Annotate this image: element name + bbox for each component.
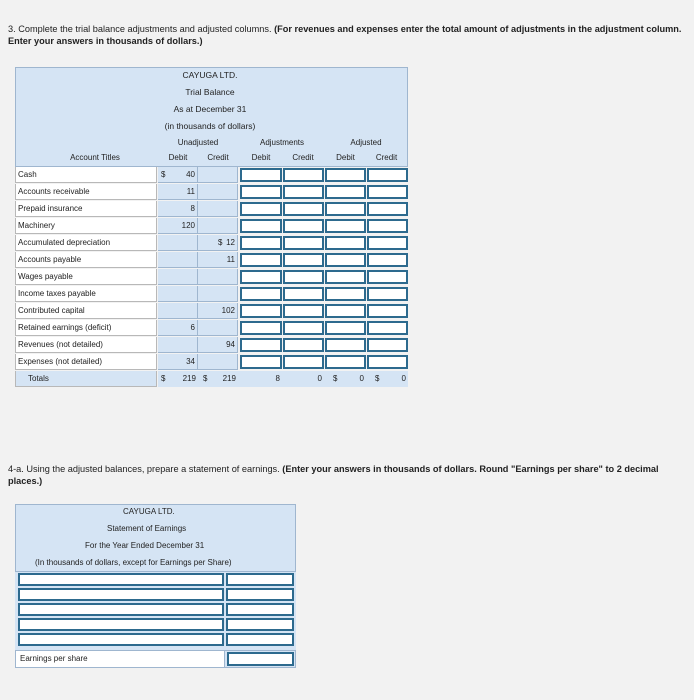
adjusted-credit-input[interactable]: [367, 321, 408, 335]
table-row: [15, 269, 408, 286]
unadjusted-credit: [198, 303, 238, 319]
unadjusted-credit: [198, 320, 238, 336]
earnings-row: [15, 572, 296, 587]
table-row: [15, 286, 408, 303]
adjustment-credit-input[interactable]: [283, 287, 324, 301]
earnings-per-share-row: [15, 650, 296, 668]
question-4a-intro: 4-a. Using the adjusted balances, prepare a statement of earnings.: [8, 464, 280, 474]
line-item-input[interactable]: [18, 588, 224, 601]
adjusted-credit-input[interactable]: [367, 253, 408, 267]
total-adjusted-credit: [367, 371, 408, 387]
earnings-row: [15, 617, 296, 632]
adjusted-debit-input[interactable]: [325, 321, 366, 335]
adjustment-credit-input[interactable]: [283, 355, 324, 369]
adjusted-debit-input[interactable]: [325, 219, 366, 233]
adjusted-credit-input[interactable]: [367, 355, 408, 369]
account-title: Retained earnings (deficit): [15, 320, 157, 336]
adjustment-credit-input[interactable]: [283, 202, 324, 216]
adjustment-credit-input[interactable]: [283, 270, 324, 284]
tb-adjustments-credit-header: Credit: [292, 153, 314, 162]
earnings-row: [15, 602, 296, 617]
unadjusted-credit: [198, 252, 238, 268]
account-title: Wages payable: [15, 269, 157, 285]
account-title: Machinery: [15, 218, 157, 234]
es-period: For the Year Ended December 31: [85, 541, 205, 550]
adjustment-credit-input[interactable]: [283, 253, 324, 267]
adjustment-credit-input[interactable]: [283, 321, 324, 335]
question-3-instructions: (For revenues and expenses enter the total amount of adjustments in the adjustment column. Enter your answers in thousands of dollars.): [8, 24, 682, 46]
adjusted-debit-input[interactable]: [325, 236, 366, 250]
adjustment-credit-input[interactable]: [283, 168, 324, 182]
earnings-row: [15, 632, 296, 650]
tb-adjusted-debit-header: Debit: [336, 153, 355, 162]
unadjusted-credit: [198, 201, 238, 217]
line-item-input[interactable]: [18, 603, 224, 616]
tb-adjusted-credit-header: Credit: [375, 153, 398, 162]
account-title: Accounts payable: [15, 252, 157, 268]
adjustment-credit-input[interactable]: [283, 219, 324, 233]
unadjusted-debit: [158, 286, 198, 302]
tb-unadjusted-debit-header: Debit: [168, 153, 188, 162]
amount-input[interactable]: [226, 603, 294, 616]
dollar-sign: $: [375, 374, 380, 383]
question-3-intro: 3. Complete the trial balance adjustments and adjusted columns.: [8, 24, 272, 34]
adjusted-credit-input[interactable]: [367, 338, 408, 352]
adjusted-debit-input[interactable]: [325, 355, 366, 369]
adjustment-debit-input[interactable]: [240, 355, 282, 369]
line-item-input[interactable]: [18, 618, 224, 631]
unadjusted-debit: [158, 269, 198, 285]
account-title: Revenues (not detailed): [15, 337, 157, 353]
amount: 6: [190, 323, 195, 332]
question-3-text: [8, 23, 684, 47]
adjusted-credit-input[interactable]: [367, 185, 408, 199]
trial-balance-header-band: [15, 67, 408, 167]
adjustment-credit-input[interactable]: [283, 338, 324, 352]
account-title: Cash: [15, 167, 157, 183]
adjusted-debit-input[interactable]: [325, 338, 366, 352]
amount: 0: [317, 374, 322, 383]
amount-input[interactable]: [226, 573, 294, 586]
amount: 219: [182, 374, 196, 383]
amount: 0: [401, 374, 406, 383]
amount: 120: [181, 221, 195, 230]
question-4a-instructions: (Enter your answers in thousands of dollars. Round "Earnings per share" to 2 decimal places.): [8, 464, 659, 486]
es-company: CAYUGA LTD.: [123, 507, 175, 516]
totals-label: Totals: [15, 371, 157, 387]
table-row: [15, 337, 408, 354]
adjustment-debit-input[interactable]: [240, 168, 282, 182]
adjusted-debit-input[interactable]: [325, 287, 366, 301]
dollar-sign: $: [218, 238, 223, 247]
unadjusted-credit: [198, 167, 238, 183]
es-units: (In thousands of dollars, except for Earnings per Share): [35, 558, 232, 567]
amount: 8: [275, 374, 280, 383]
total-unadjusted-debit: [158, 371, 198, 387]
unadjusted-credit: [198, 286, 238, 302]
es-title: Statement of Earnings: [107, 524, 187, 533]
totals-row: [15, 371, 408, 388]
unadjusted-debit: [158, 337, 198, 353]
tb-adjustments-header: Adjustments: [259, 138, 305, 147]
dollar-sign: $: [161, 170, 166, 179]
question-4a-text: [8, 463, 684, 487]
adjustment-debit-input[interactable]: [240, 219, 282, 233]
table-row: [15, 218, 408, 235]
adjustment-debit-input[interactable]: [240, 270, 282, 284]
adjusted-credit-input[interactable]: [367, 287, 408, 301]
account-title: Income taxes payable: [15, 286, 157, 302]
adjusted-credit-input[interactable]: [367, 168, 408, 182]
amount: 102: [221, 306, 235, 315]
account-title: Prepaid insurance: [15, 201, 157, 217]
adjustment-debit-input[interactable]: [240, 338, 282, 352]
account-title: Accounts receivable: [15, 184, 157, 200]
table-row: [15, 303, 408, 320]
tb-title: Trial Balance: [185, 87, 235, 97]
unadjusted-debit: [158, 252, 198, 268]
tb-adjustments-debit-header: Debit: [251, 153, 271, 162]
tb-unadjusted-header: Unadjusted: [177, 138, 219, 147]
unadjusted-debit: [158, 201, 198, 217]
amount: 34: [186, 357, 195, 366]
adjusted-debit-input[interactable]: [325, 202, 366, 216]
tb-account-titles-header: Account Titles: [70, 153, 120, 162]
table-row: [15, 201, 408, 218]
adjusted-debit-input[interactable]: [325, 185, 366, 199]
adjusted-debit-input[interactable]: [325, 168, 366, 182]
tb-company: CAYUGA LTD.: [182, 70, 238, 80]
table-row: [15, 235, 408, 252]
adjustment-credit-input[interactable]: [283, 304, 324, 318]
amount: 0: [359, 374, 364, 383]
adjusted-debit-input[interactable]: [325, 304, 366, 318]
adjustment-debit-input[interactable]: [240, 321, 282, 335]
amount: 12: [226, 238, 235, 247]
tb-date: As at December 31: [173, 104, 247, 114]
unadjusted-credit: [198, 235, 238, 251]
unadjusted-debit: [158, 320, 198, 336]
adjusted-credit-input[interactable]: [367, 236, 408, 250]
tb-units: (in thousands of dollars): [164, 121, 256, 131]
amount: 94: [226, 340, 235, 349]
unadjusted-credit: [198, 269, 238, 285]
unadjusted-debit: [158, 167, 198, 183]
account-title: Contributed capital: [15, 303, 157, 319]
earnings-row: [15, 587, 296, 602]
adjustment-credit-input[interactable]: [283, 236, 324, 250]
unadjusted-debit: [158, 354, 198, 370]
adjusted-debit-input[interactable]: [325, 270, 366, 284]
adjustment-debit-input[interactable]: [240, 236, 282, 250]
account-title: Expenses (not detailed): [15, 354, 157, 370]
amount: 8: [190, 204, 195, 213]
unadjusted-credit: [198, 184, 238, 200]
adjusted-debit-input[interactable]: [325, 253, 366, 267]
unadjusted-debit: [158, 184, 198, 200]
unadjusted-debit: [158, 303, 198, 319]
total-unadjusted-credit: [198, 371, 238, 387]
table-row: [15, 252, 408, 269]
tb-adjusted-header: Adjusted: [350, 138, 382, 147]
adjustment-debit-input[interactable]: [240, 304, 282, 318]
dollar-sign: $: [161, 374, 166, 383]
dollar-sign: $: [333, 374, 338, 383]
table-row: [15, 354, 408, 371]
adjustment-debit-input[interactable]: [240, 287, 282, 301]
earnings-per-share-label: Earnings per share: [16, 651, 225, 667]
total-adjusted-debit: [325, 371, 366, 387]
earnings-per-share-input[interactable]: [227, 652, 294, 666]
table-row: [15, 184, 408, 201]
adjusted-credit-input[interactable]: [367, 270, 408, 284]
line-item-input[interactable]: [18, 573, 224, 586]
dollar-sign: $: [203, 374, 208, 383]
unadjusted-credit: [198, 354, 238, 370]
amount: 11: [186, 187, 195, 196]
adjusted-credit-input[interactable]: [367, 202, 408, 216]
adjustment-debit-input[interactable]: [240, 202, 282, 216]
amount: 219: [222, 374, 236, 383]
unadjusted-debit: [158, 218, 198, 234]
account-title: Accumulated depreciation: [15, 235, 157, 251]
adjustment-debit-input[interactable]: [240, 253, 282, 267]
adjusted-credit-input[interactable]: [367, 219, 408, 233]
unadjusted-credit: [198, 218, 238, 234]
total-adjustment-debit: [240, 371, 282, 387]
adjusted-credit-input[interactable]: [367, 304, 408, 318]
total-adjustment-credit: [283, 371, 324, 387]
tb-unadjusted-credit-header: Credit: [207, 153, 229, 162]
amount-input[interactable]: [226, 588, 294, 601]
line-item-input[interactable]: [18, 633, 224, 646]
amount: 11: [226, 255, 235, 264]
amount: 40: [186, 170, 195, 179]
adjustment-credit-input[interactable]: [283, 185, 324, 199]
table-row: [15, 320, 408, 337]
unadjusted-debit: [158, 235, 198, 251]
unadjusted-credit: [198, 337, 238, 353]
amount-input[interactable]: [226, 633, 294, 646]
amount-input[interactable]: [226, 618, 294, 631]
table-row: [15, 167, 408, 184]
adjustment-debit-input[interactable]: [240, 185, 282, 199]
